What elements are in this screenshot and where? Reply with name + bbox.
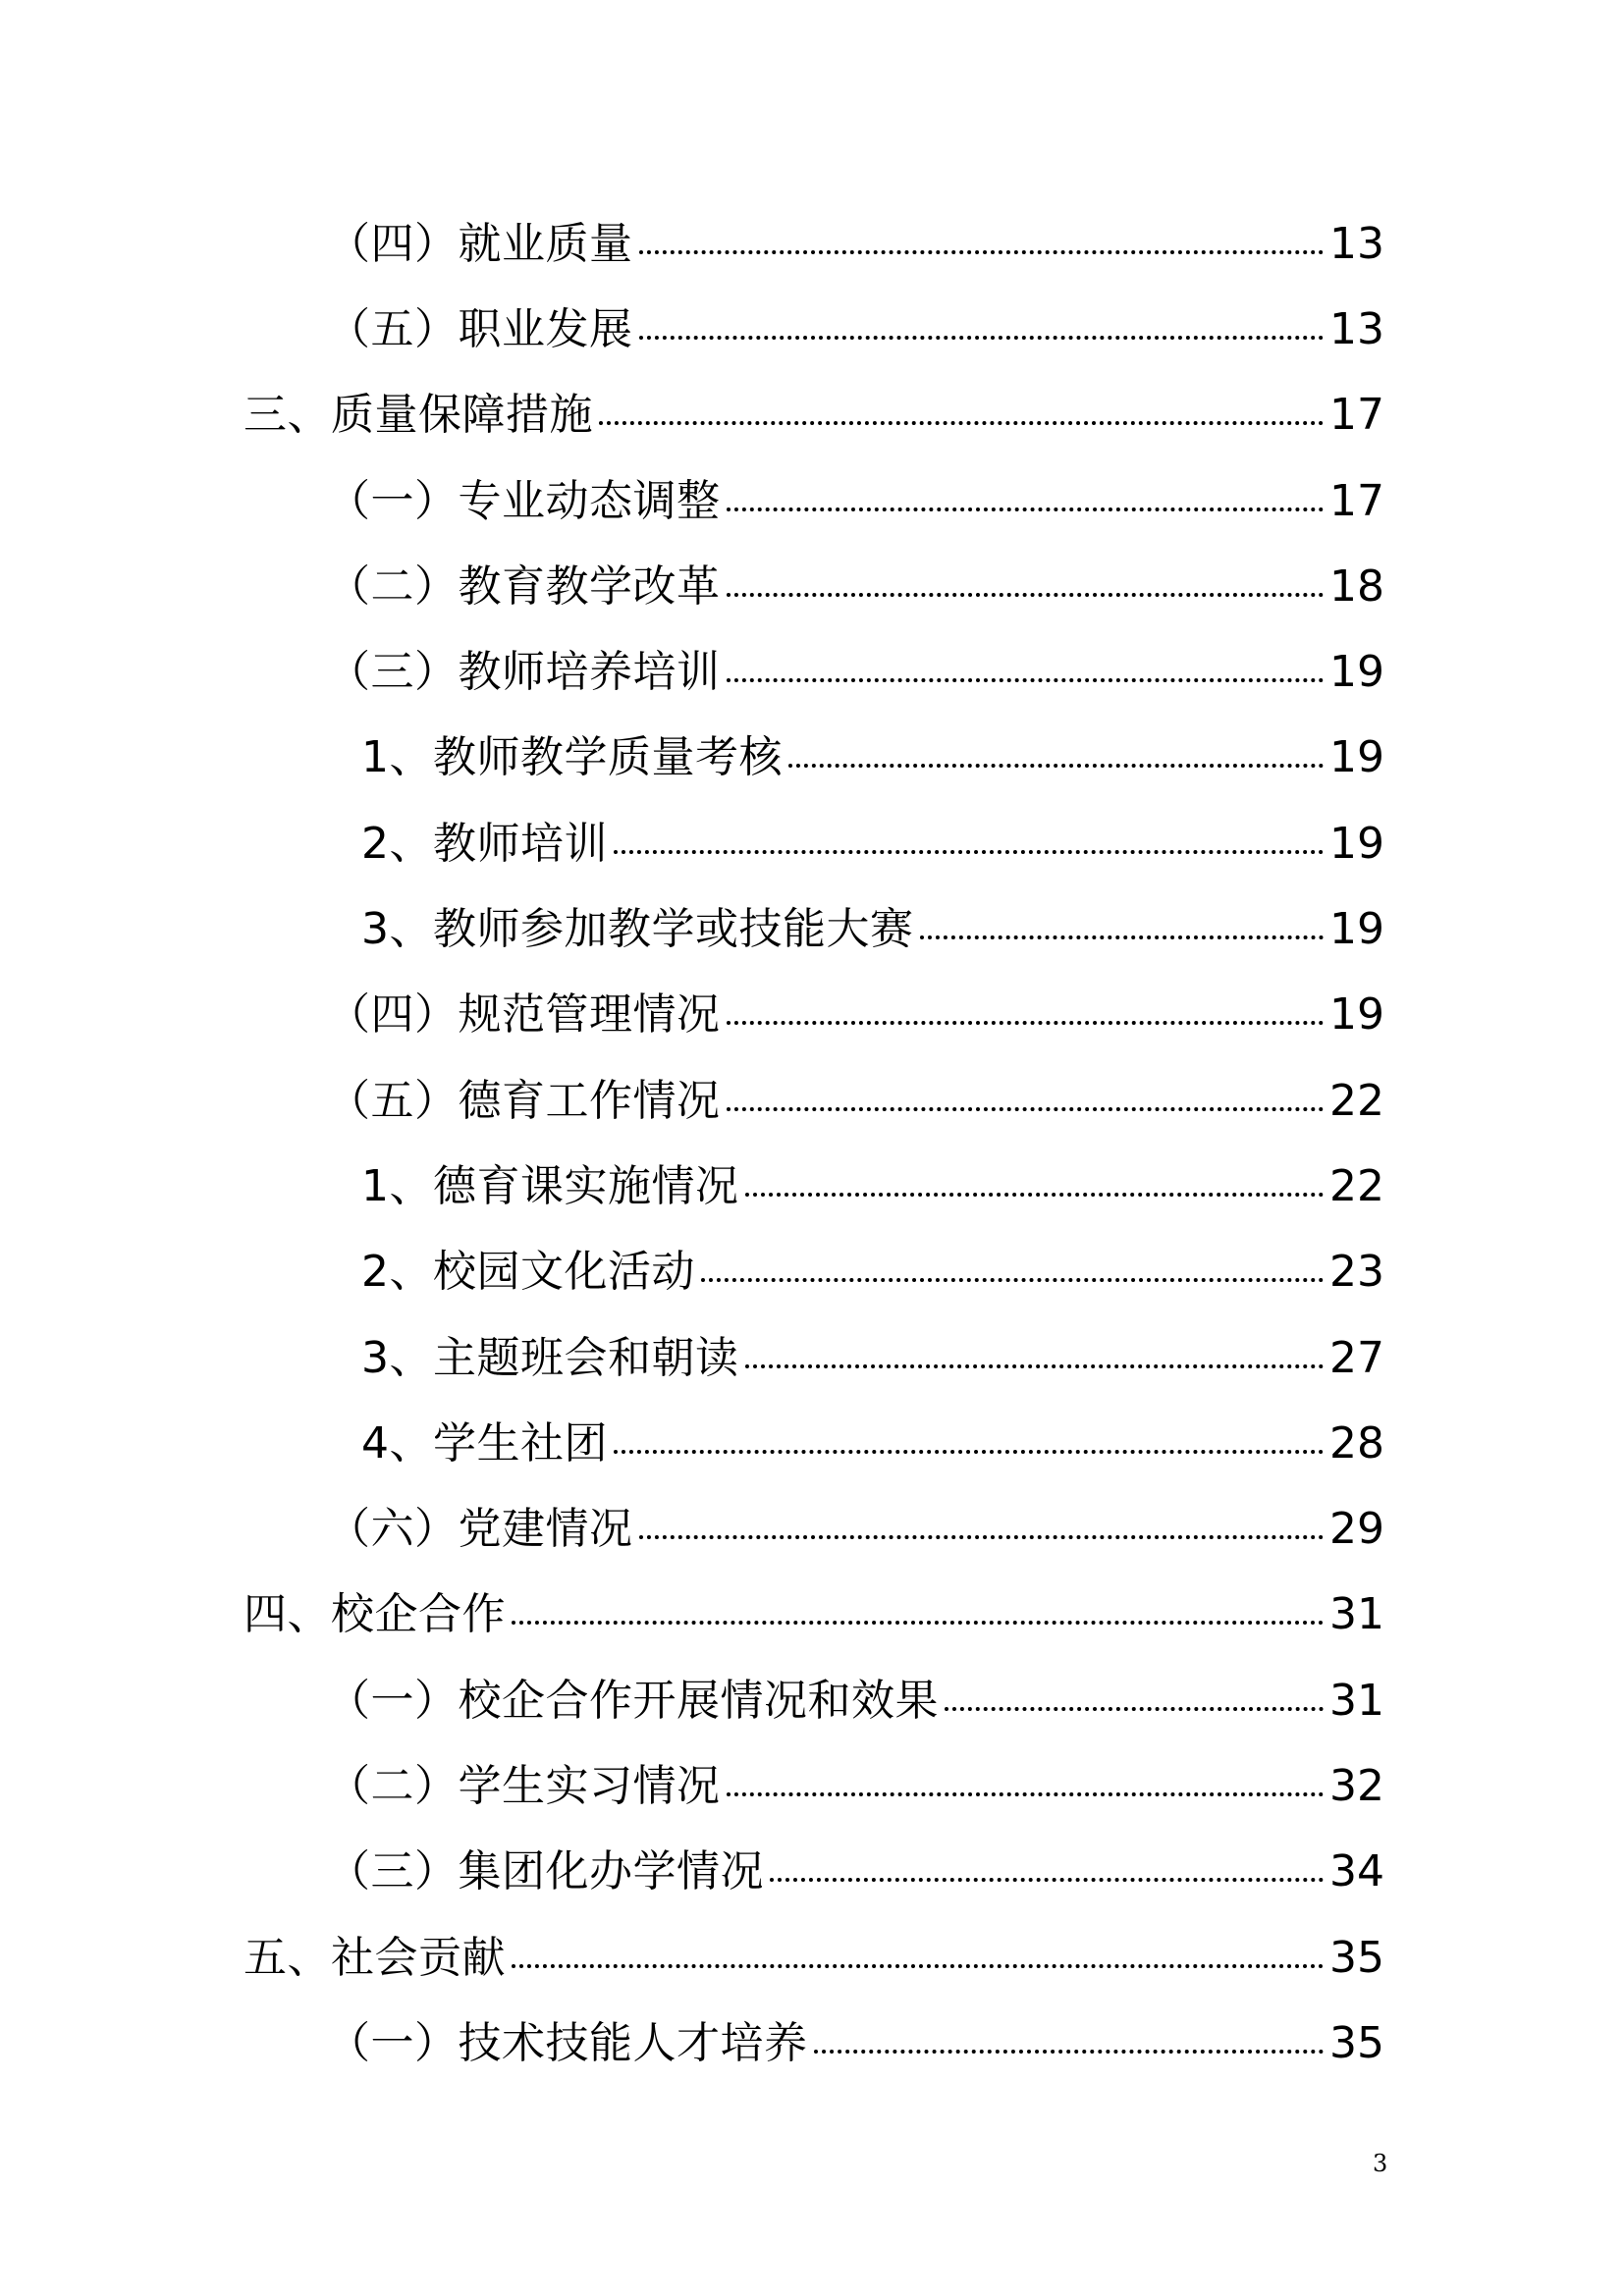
toc-entry-title: （三）教师培养培训 (327, 647, 721, 698)
toc-entry-title: 四、校企合作 (244, 1589, 506, 1640)
toc-entry-page: 32 (1329, 1760, 1384, 1811)
toc-dot-leader (745, 1364, 1325, 1368)
toc-entry-page: 17 (1329, 390, 1384, 441)
toc-dot-leader (745, 1193, 1325, 1197)
toc-entry-page: 35 (1329, 1932, 1384, 1983)
toc-entry-title: （一）技术技能人才培养 (327, 2017, 808, 2068)
page-number: 3 (1373, 2150, 1388, 2177)
toc-entry-page: 22 (1329, 1075, 1384, 1126)
toc-entry-title: （五）德育工作情况 (327, 1075, 721, 1126)
toc-entry-title: 2、教师培训 (361, 818, 608, 869)
toc-dot-leader (727, 1021, 1325, 1025)
toc-entry[interactable] (0, 1653, 1624, 1738)
toc-entry[interactable] (0, 539, 1624, 624)
toc-entry[interactable] (0, 1053, 1624, 1139)
toc-entry-title: （四）规范管理情况 (327, 989, 721, 1041)
toc-entry-page: 13 (1329, 218, 1384, 269)
toc-entry-page: 13 (1329, 303, 1384, 354)
toc-entry-page: 22 (1329, 1160, 1384, 1211)
toc-dot-leader (814, 2050, 1325, 2054)
toc-entry[interactable] (0, 1825, 1624, 1910)
toc-dot-leader (727, 1792, 1325, 1796)
toc-entry-title: （二）学生实习情况 (327, 1760, 721, 1811)
toc-entry-page: 31 (1329, 1675, 1384, 1726)
toc-dot-leader (727, 507, 1325, 511)
toc-entry-page: 18 (1329, 561, 1384, 612)
toc-entry[interactable] (0, 1910, 1624, 1996)
toc-entry-title: （二）教育教学改革 (327, 561, 721, 612)
toc-entry[interactable] (0, 1396, 1624, 1481)
toc-entry-title: （六）党建情况 (327, 1504, 633, 1555)
toc-dot-leader (770, 1878, 1324, 1882)
toc-entry[interactable] (0, 1225, 1624, 1310)
toc-entry-page: 28 (1329, 1417, 1384, 1468)
table-of-contents (0, 196, 1624, 2082)
toc-entry[interactable] (0, 968, 1624, 1053)
toc-entry-page: 19 (1329, 732, 1384, 783)
toc-dot-leader (920, 935, 1325, 939)
toc-dot-leader (512, 1964, 1324, 1968)
toc-dot-leader (639, 250, 1325, 254)
toc-entry[interactable] (0, 1139, 1624, 1224)
toc-entry[interactable] (0, 796, 1624, 881)
toc-entry-title: （三）集团化办学情况 (327, 1846, 764, 1897)
toc-entry-title: （一）校企合作开展情况和效果 (327, 1675, 939, 1726)
toc-dot-leader (639, 336, 1325, 340)
toc-entry[interactable] (0, 881, 1624, 967)
toc-entry[interactable] (0, 1481, 1624, 1567)
toc-entry-title: 1、教师教学质量考核 (361, 732, 783, 783)
toc-entry-page: 34 (1329, 1846, 1384, 1897)
toc-dot-leader (512, 1621, 1324, 1625)
toc-entry-page: 29 (1329, 1504, 1384, 1555)
toc-entry-page: 27 (1329, 1332, 1384, 1383)
toc-entry-page: 35 (1329, 2017, 1384, 2068)
toc-entry-page: 23 (1329, 1247, 1384, 1298)
toc-dot-leader (727, 678, 1325, 682)
toc-entry[interactable] (0, 454, 1624, 539)
toc-entry[interactable] (0, 368, 1624, 454)
toc-entry-title: 4、学生社团 (361, 1417, 608, 1468)
toc-dot-leader (788, 764, 1324, 768)
toc-entry-title: （一）专业动态调整 (327, 475, 721, 526)
toc-entry-title: 2、校园文化活动 (361, 1247, 695, 1298)
toc-entry[interactable] (0, 196, 1624, 282)
toc-dot-leader (701, 1278, 1324, 1282)
toc-entry[interactable] (0, 1738, 1624, 1824)
toc-dot-leader (945, 1707, 1324, 1711)
toc-entry-page: 19 (1329, 647, 1384, 698)
toc-entry[interactable] (0, 282, 1624, 367)
toc-entry[interactable] (0, 1310, 1624, 1396)
toc-dot-leader (614, 1450, 1324, 1454)
toc-dot-leader (614, 850, 1324, 854)
toc-entry[interactable] (0, 1568, 1624, 1653)
toc-entry-title: （五）职业发展 (327, 303, 633, 354)
toc-entry[interactable] (0, 711, 1624, 796)
toc-entry-title: 三、质量保障措施 (244, 390, 593, 441)
toc-dot-leader (727, 593, 1325, 597)
toc-entry-page: 19 (1329, 904, 1384, 955)
toc-entry-page: 17 (1329, 475, 1384, 526)
toc-dot-leader (599, 421, 1324, 425)
toc-entry-title: 五、社会贡献 (244, 1932, 506, 1983)
toc-entry-page: 19 (1329, 989, 1384, 1041)
toc-entry-page: 19 (1329, 818, 1384, 869)
toc-dot-leader (727, 1107, 1325, 1111)
toc-entry-title: （四）就业质量 (327, 218, 633, 269)
toc-entry-title: 3、主题班会和朝读 (361, 1332, 739, 1383)
toc-entry-page: 31 (1329, 1589, 1384, 1640)
toc-entry-title: 3、教师参加教学或技能大赛 (361, 904, 914, 955)
toc-entry[interactable] (0, 624, 1624, 710)
toc-entry[interactable] (0, 1996, 1624, 2081)
toc-dot-leader (639, 1535, 1325, 1539)
toc-entry-title: 1、德育课实施情况 (361, 1160, 739, 1211)
